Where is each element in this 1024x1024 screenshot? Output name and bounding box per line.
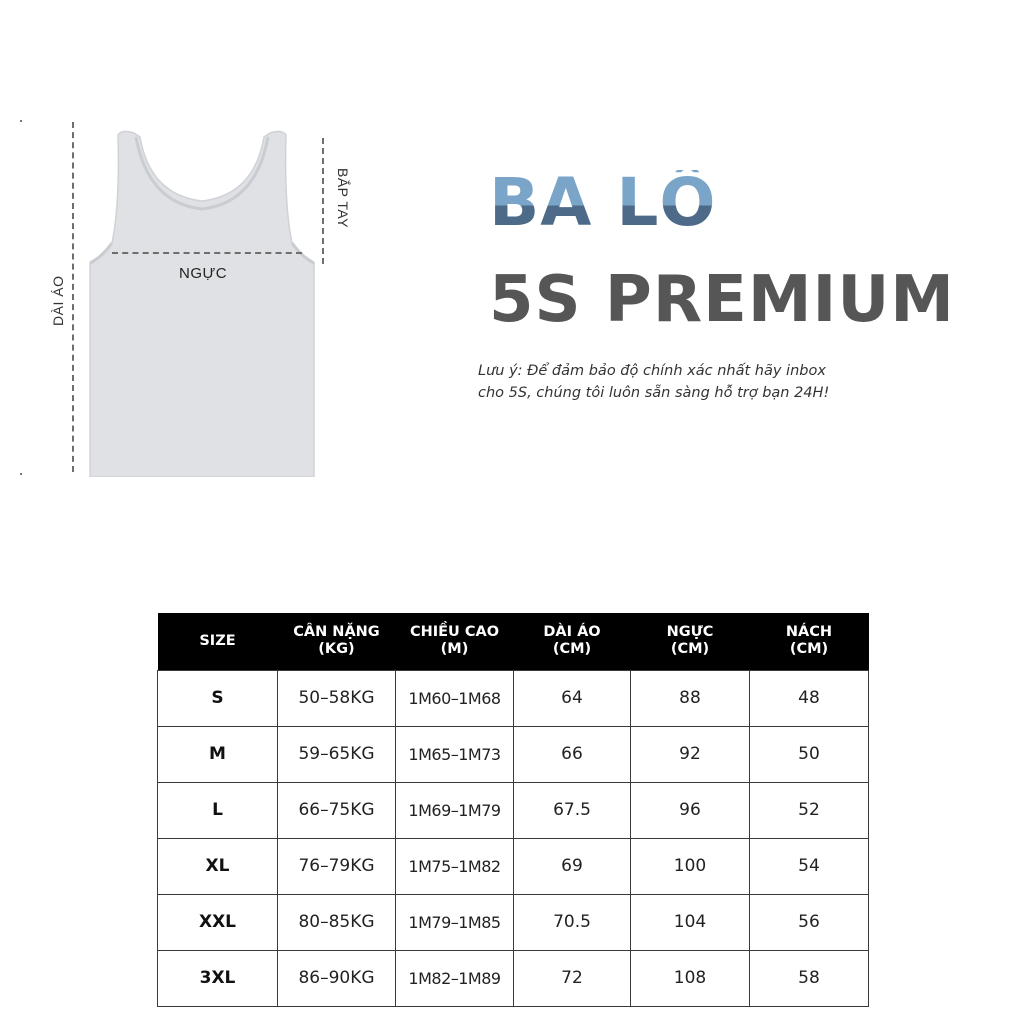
armhole-cell: 56 (750, 894, 869, 950)
tank-top-icon (88, 125, 316, 477)
weight-cell: 80–85KG (278, 894, 396, 950)
table-header (158, 613, 869, 670)
size-cell: 3XL (158, 950, 278, 1006)
chest-dashed-line (112, 252, 302, 254)
header-armhole: NÁCH (CM) (750, 613, 869, 670)
chest-cell: 88 (631, 670, 750, 726)
corner-dot (20, 120, 22, 122)
height-cell: 1M69–1M79 (396, 782, 514, 838)
armhole-cell: 48 (750, 670, 869, 726)
contact-note (478, 360, 938, 404)
table-row (158, 670, 869, 726)
size-cell: S (158, 670, 278, 726)
chest-cell: 104 (631, 894, 750, 950)
armhole-cell: 54 (750, 838, 869, 894)
armhole-cell: 58 (750, 950, 869, 1006)
note-line-1: Lưu ý: Để đảm bảo độ chính xác nhất hãy inbox (478, 363, 826, 379)
table-row (158, 726, 869, 782)
weight-cell: 59–65KG (278, 726, 396, 782)
size-cell: XXL (158, 894, 278, 950)
height-cell: 1M82–1M89 (396, 950, 514, 1006)
armhole-label: BẮP TAY (335, 168, 351, 229)
height-cell: 1M79–1M85 (396, 894, 514, 950)
height-cell: 1M60–1M68 (396, 670, 514, 726)
chest-cell: 92 (631, 726, 750, 782)
product-title-line1: BA LỖ (489, 164, 717, 241)
header-size: SIZE (158, 613, 278, 670)
note-line-2: cho 5S, chúng tôi luôn sẵn sàng hỗ trợ bạn 24H! (478, 385, 830, 401)
weight-cell: 86–90KG (278, 950, 396, 1006)
length-cell: 67.5 (514, 782, 631, 838)
chest-cell: 100 (631, 838, 750, 894)
length-dashed-line (72, 122, 74, 472)
corner-dot (20, 473, 22, 475)
length-label: DÀI ÁO (50, 275, 66, 326)
length-cell: 72 (514, 950, 631, 1006)
armhole-dashed-line (322, 138, 324, 264)
table-row (158, 950, 869, 1006)
product-title-line2: 5S PREMIUM (489, 263, 955, 337)
table-row (158, 894, 869, 950)
header-chest: NGỰC (CM) (631, 613, 750, 670)
armhole-cell: 50 (750, 726, 869, 782)
chest-cell: 96 (631, 782, 750, 838)
size-cell: M (158, 726, 278, 782)
height-cell: 1M65–1M73 (396, 726, 514, 782)
weight-cell: 66–75KG (278, 782, 396, 838)
weight-cell: 76–79KG (278, 838, 396, 894)
weight-cell: 50–58KG (278, 670, 396, 726)
size-cell: XL (158, 838, 278, 894)
table-row (158, 782, 869, 838)
length-cell: 69 (514, 838, 631, 894)
header-weight: CÂN NẶNG (KG) (278, 613, 396, 670)
length-cell: 66 (514, 726, 631, 782)
size-cell: L (158, 782, 278, 838)
height-cell: 1M75–1M82 (396, 838, 514, 894)
chest-cell: 108 (631, 950, 750, 1006)
table-row (158, 838, 869, 894)
length-cell: 70.5 (514, 894, 631, 950)
length-cell: 64 (514, 670, 631, 726)
chest-label: NGỰC (179, 265, 228, 282)
armhole-cell: 52 (750, 782, 869, 838)
header-height: CHIỀU CAO (M) (396, 613, 514, 670)
header-length: DÀI ÁO (CM) (514, 613, 631, 670)
size-chart-table (157, 613, 869, 1007)
